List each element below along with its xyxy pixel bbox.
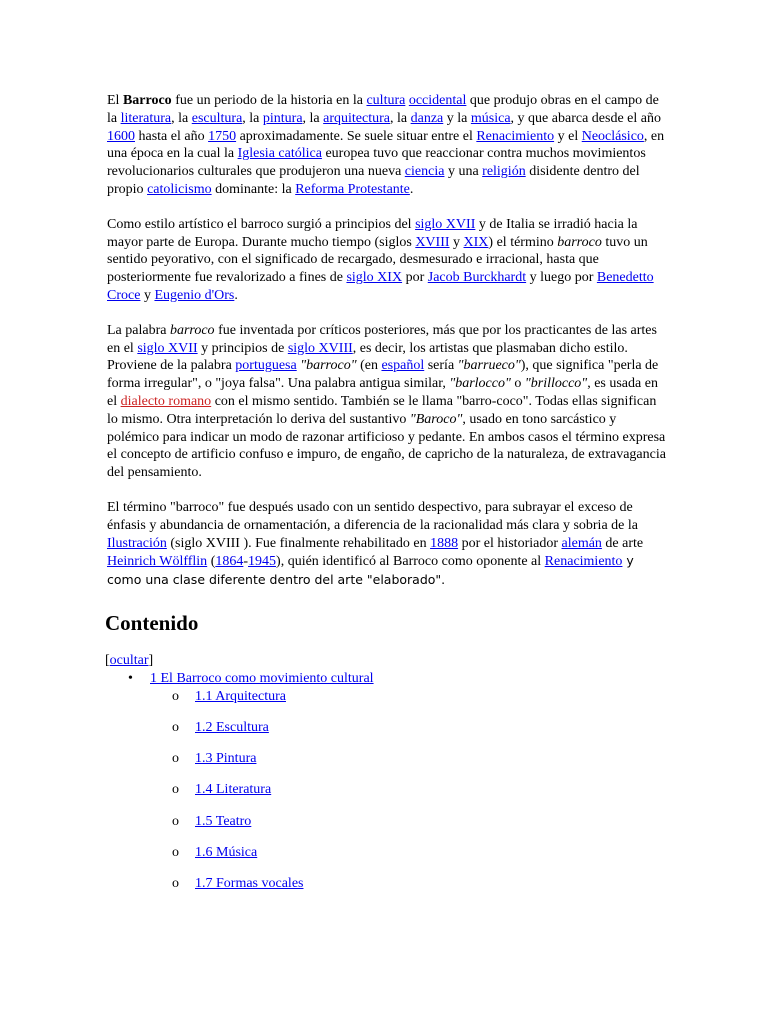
italic-term: barroco <box>557 234 602 250</box>
link-1888[interactable]: 1888 <box>430 535 459 551</box>
link-ilustracion[interactable]: Ilustración <box>107 535 167 551</box>
toc-link-formas-vocales[interactable]: 1.7 Formas vocales <box>195 876 304 892</box>
toc-subitem <box>150 688 667 719</box>
link-1600[interactable]: 1600 <box>107 128 135 144</box>
link-portuguesa[interactable]: portuguesa <box>235 358 297 374</box>
link-heinrich-wolfflin[interactable]: Heinrich Wölfflin <box>107 554 208 570</box>
toc-subitem <box>150 719 667 750</box>
redlink-dialecto-romano[interactable]: dialecto romano <box>120 393 212 409</box>
link-musica[interactable]: música <box>470 110 511 126</box>
italic-term: "barroco" <box>300 358 357 374</box>
link-cultura[interactable]: cultura <box>366 93 406 108</box>
italic-term: barroco <box>169 322 215 338</box>
link-aleman[interactable]: alemán <box>561 535 602 551</box>
link-reforma-protestante[interactable]: Reforma Protestante <box>295 181 410 197</box>
toc-link-barroco-movimiento-cultural[interactable]: 1 El Barroco como movimiento cultural <box>150 670 374 686</box>
link-catolicismo[interactable]: catolicismo <box>147 181 212 197</box>
toc-heading: Contenido <box>105 610 199 635</box>
toc-link-teatro[interactable]: 1.5 Teatro <box>195 813 252 829</box>
link-jacob-burckhardt[interactable]: Jacob Burckhardt <box>427 270 527 286</box>
link-siglo-xvii[interactable]: siglo XVII <box>137 340 198 356</box>
paragraph-rehabilitation: El término "barroco" fue después usado con un sentido despectivo, para subrayar el exceso de énfasis y abundancia de ornamentación, a diferencia de la racionalidad más clara y sobria de la Ilustración (siglo XVIII ). Fue finalmente rehabilitado en 1888 por el historiador alemán de arte Heinrich Wölfflin (1864-1945), quién identificó al Barroco como oponente al Renacimiento y como una clase diferente dentro del arte "elaborado". <box>107 499 644 588</box>
link-neoclasico[interactable]: Neoclásico <box>581 128 644 144</box>
link-siglo-xvii[interactable]: siglo XVII <box>415 216 476 232</box>
paragraph-etymology: La palabra barroco fue inventada por críticos posteriores, más que por los practicantes de las artes en el siglo XVII y principios de siglo XVIII, es decir, los artistas que plasmaban dicho estilo. Proviene de la palabra portuguesa "barroco" (en español sería "barrueco"), que significa "perla de forma irregular", o "joya falsa". Una palabra antigua similar, "barlocco" o "brillocco", es usada en el dialecto romano con el mismo sentido. También se le llama "barro-coco". Todas ellas significan lo mismo. Otra interpretación lo deriva del sustantivo "Baroco", usado en tono sarcástico y polémico para indicar un modo de razonar artificioso y pedante. En ambos casos el término expresa el concepto de artificio confuso e impuro, de engaño, de capricho de la naturaleza, de extravagancia del pensamiento. <box>107 322 666 481</box>
link-pintura[interactable]: pintura <box>262 110 303 126</box>
toc-subitem <box>150 844 667 875</box>
toc-item <box>107 670 667 906</box>
table-of-contents <box>107 670 667 906</box>
link-xix[interactable]: XIX <box>463 234 489 250</box>
italic-term: "barlocco" <box>449 376 511 392</box>
paragraph-style: Como estilo artístico el barroco surgió a principios del siglo XVII y de Italia se irradió hacia la mayor parte de Europa. Durante mucho tiempo (siglos XVIII y XIX) el término barroco tuvo un sentido peyorativo, con el significado de recargado, desmesurado e irracional, hasta que posteriormente fue revalorizado a fines de siglo XIX por Jacob Burckhardt y luego por Benedetto Croce y Eugenio d'Ors. <box>107 216 654 303</box>
link-siglo-xviii[interactable]: siglo XVIII <box>287 340 353 356</box>
toc-toggle: [ocultar] <box>105 652 154 668</box>
bold-term: Barroco <box>122 93 172 108</box>
link-renacimiento[interactable]: Renacimiento <box>544 554 623 570</box>
toc-link-escultura[interactable]: 1.2 Escultura <box>195 720 269 736</box>
link-eugenio-dors[interactable]: Eugenio d'Ors <box>154 287 235 303</box>
paragraph-intro: El Barroco fue un periodo de la historia en la cultura occidental que produjo obras en el campo de la literatura, la escultura, la pintura, la arquitectura, la danza y la música, y que abarca desde el año 1600 hasta el año 1750 aproximadamente. Se suele situar entre el Renacimiento y el Neoclásico, en una época en la cual la Iglesia católica europea tuvo que reaccionar contra muchos movimientos revolucionarios culturales que produjeron una nueva ciencia y una religión disidente dentro del propio catolicismo dominante: la Reforma Protestante. <box>107 93 665 197</box>
toc-subitem <box>150 781 667 812</box>
link-espanol[interactable]: español <box>381 358 425 374</box>
link-renacimiento[interactable]: Renacimiento <box>476 128 555 144</box>
toc-subitem <box>150 813 667 844</box>
link-ciencia[interactable]: ciencia <box>404 164 445 180</box>
link-siglo-xix[interactable]: siglo XIX <box>346 270 403 286</box>
toc-hide-link[interactable]: ocultar <box>109 652 149 668</box>
link-arquitectura[interactable]: arquitectura <box>323 110 391 126</box>
italic-term: "Baroco" <box>409 411 463 427</box>
link-xviii[interactable]: XVIII <box>415 234 450 250</box>
link-iglesia-catolica[interactable]: Iglesia católica <box>237 146 322 162</box>
link-danza[interactable]: danza <box>410 110 444 126</box>
toc-link-literatura[interactable]: 1.4 Literatura <box>195 782 272 798</box>
link-religion[interactable]: religión <box>482 164 526 180</box>
link-1750[interactable]: 1750 <box>208 128 237 144</box>
toc-subitem <box>150 875 667 906</box>
link-occidental[interactable]: occidental <box>408 93 467 108</box>
toc-link-pintura[interactable]: 1.3 Pintura <box>195 751 257 767</box>
link-literatura[interactable]: literatura <box>120 110 172 126</box>
italic-term: "barrueco" <box>457 358 521 374</box>
toc-subitem <box>150 750 667 781</box>
article-content <box>107 92 667 906</box>
toc-sublist <box>150 688 667 906</box>
link-1864[interactable]: 1864 <box>215 554 244 570</box>
link-escultura[interactable]: escultura <box>191 110 243 126</box>
link-1945[interactable]: 1945 <box>248 554 277 570</box>
toc-link-musica[interactable]: 1.6 Música <box>195 844 258 860</box>
toc-link-arquitectura[interactable]: 1.1 Arquitectura <box>195 688 286 704</box>
link-benedetto-croce[interactable]: Benedetto Croce <box>107 270 654 303</box>
italic-term: "brillocco" <box>524 376 588 392</box>
